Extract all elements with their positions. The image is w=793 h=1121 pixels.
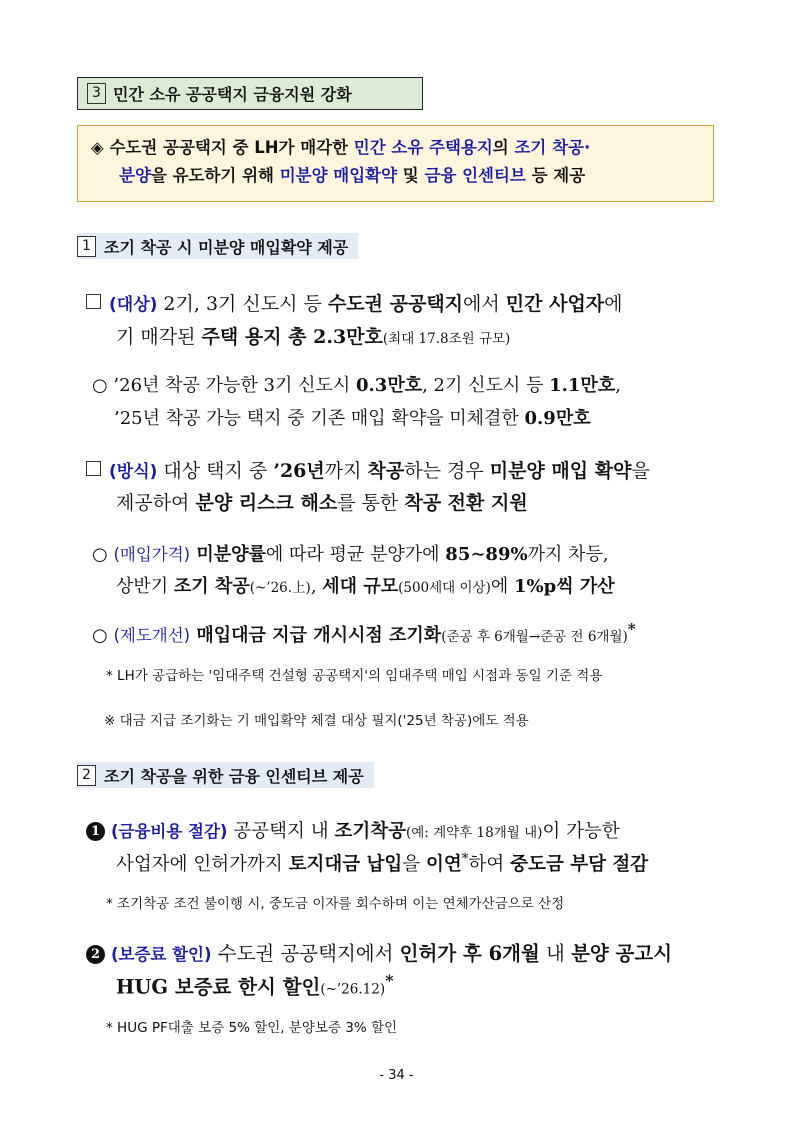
summary-text: 등 제공 — [525, 166, 586, 185]
method-text: 를 통한 — [337, 492, 405, 514]
summary-text: 의 — [492, 138, 515, 157]
finance-text: 을 — [402, 854, 427, 875]
finance-highlight: 조기착공 — [334, 821, 406, 842]
target-highlight: 주택 용지 총 2.3만호 — [201, 326, 383, 348]
subsection-title: 조기 착공 시 미분양 매입확약 제공 — [104, 237, 349, 257]
guarantee-label: (보증료 할인) — [111, 945, 212, 964]
method-label: (방식) — [109, 462, 158, 482]
price-note: (~’26.上) — [249, 580, 311, 596]
finance-line-1 — [86, 817, 620, 843]
target-detail-line-1 — [92, 371, 621, 397]
reform-line — [92, 620, 636, 647]
price-highlight: 1%p씩 가산 — [514, 576, 615, 597]
square-bullet-icon — [86, 461, 101, 476]
section-header — [77, 77, 423, 110]
footnote-mark: * — [385, 971, 394, 990]
summary-box — [77, 125, 714, 202]
footnote-1: * LH가 공급하는 '임대주택 건설형 공공택지'의 임대주택 매입 시점과 동일 기준 적용 — [106, 668, 603, 684]
finance-line-2 — [116, 850, 648, 876]
summary-highlight: 미분양 매입확약 — [279, 166, 398, 185]
method-text: 제공하여 — [116, 492, 196, 514]
method-text: 까지 — [324, 460, 368, 482]
method-line-1 — [86, 456, 650, 483]
subsection-header-1 — [77, 233, 358, 259]
summary-highlight: 조기 착공 — [514, 138, 584, 157]
guarantee-text: 수도권 공공택지에서 — [211, 942, 400, 965]
section-number: 3 — [87, 83, 106, 104]
target-line-1 — [86, 289, 623, 316]
finance-text: 이 가능한 — [542, 821, 620, 842]
target-text: 2기, 3기 신도시 등 — [157, 293, 328, 315]
reform-highlight: 매입대금 지급 개시시점 조기화 — [190, 625, 442, 646]
target-label: (대상) — [109, 295, 158, 315]
finance-highlight: 중도금 부담 절감 — [510, 854, 649, 875]
footnote-mark: * — [627, 620, 636, 638]
finance-text: 사업자에 인허가까지 — [116, 854, 289, 875]
number-badge-icon: 1 — [86, 822, 105, 841]
section-title: 민간 소유 공공택지 금융지원 강화 — [113, 85, 352, 104]
guarantee-note: (~’26.12) — [320, 981, 386, 998]
guarantee-highlight: 인허가 후 6개월 — [399, 942, 540, 965]
price-line-2 — [116, 572, 615, 598]
subsection-title: 조기 착공을 위한 금융 인센티브 제공 — [104, 766, 364, 786]
diamond-bullet-icon: ◈ — [91, 138, 104, 157]
summary-line-2 — [91, 162, 703, 190]
finance-note: (예: 계약후 18개월 내) — [405, 825, 543, 841]
target-text: 에 — [604, 293, 623, 315]
finance-highlight: 토지대금 납입 — [288, 854, 403, 875]
detail-highlight: 0.9만호 — [524, 408, 591, 429]
price-text: 에 따라 평균 분양가에 — [265, 544, 446, 565]
method-highlight: 착공 — [367, 460, 405, 482]
detail-highlight: 1.1만호 — [549, 375, 616, 396]
subsection-header-2 — [77, 762, 374, 788]
method-text: 하는 경우 — [404, 460, 490, 482]
price-text: , — [310, 576, 323, 597]
detail-text: , — [615, 375, 621, 396]
footnote-mark: * — [461, 850, 469, 867]
price-highlight: 세대 규모 — [322, 576, 399, 597]
finance-text: 하여 — [468, 854, 511, 875]
summary-highlight: 분양 — [119, 166, 151, 185]
subsection-number: 2 — [77, 765, 96, 786]
guarantee-line-2 — [116, 971, 394, 1000]
page-number: - 34 - — [379, 1068, 414, 1083]
guarantee-text: 내 — [539, 942, 572, 965]
price-text: 상반기 — [116, 576, 174, 597]
summary-highlight: 민간 소유 주택용지 — [353, 138, 493, 157]
summary-text: 을 유도하기 위해 — [150, 166, 280, 185]
finance-text: 공공택지 내 — [227, 821, 335, 842]
price-highlight: 85∼89% — [445, 544, 528, 565]
summary-text: 수도권 공공택지 중 LH가 매각한 — [109, 138, 354, 157]
price-highlight: 조기 착공 — [173, 576, 250, 597]
summary-highlight: 금융 인센티브 — [424, 166, 526, 185]
method-highlight: 미분양 매입 확약 — [489, 460, 632, 482]
target-text: 에서 — [463, 293, 506, 315]
footnote-3: * 조기착공 조건 불이행 시, 중도금 이자를 회수하며 이는 연체가산금으로 산정 — [106, 896, 565, 912]
reform-note: (준공 후 6개월→준공 전 6개월) — [441, 629, 628, 645]
method-highlight: ’26년 — [273, 460, 325, 482]
circle-bullet-icon: ○ — [92, 544, 114, 565]
circle-bullet-icon: ○ — [92, 625, 114, 646]
method-text: 대상 택지 중 — [157, 460, 274, 482]
footnote-2: ※ 대금 지급 조기화는 기 매입확약 체결 대상 필지('25년 착공)에도 적용 — [104, 713, 529, 729]
method-line-2 — [116, 488, 528, 515]
target-highlight: 수도권 공공택지 — [327, 293, 464, 315]
finance-highlight: 이연 — [426, 854, 462, 875]
method-text: 을 — [631, 460, 650, 482]
summary-line-1 — [91, 134, 703, 162]
detail-highlight: 0.3만호 — [356, 375, 423, 396]
target-line-2 — [116, 322, 510, 349]
guarantee-highlight: 분양 공고시 — [571, 942, 673, 965]
price-text: 에 — [490, 576, 514, 597]
number-badge-icon: 2 — [86, 945, 105, 964]
finance-label: (금융비용 절감) — [111, 822, 228, 841]
guarantee-line-1 — [86, 938, 672, 966]
subsection-number: 1 — [77, 236, 96, 257]
price-note: (500세대 이상) — [398, 580, 491, 596]
target-text: 기 매각된 — [116, 326, 202, 348]
price-text: 까지 차등, — [527, 544, 609, 565]
price-line-1 — [92, 540, 609, 566]
target-highlight: 민간 사업자 — [505, 293, 605, 315]
summary-text: · — [584, 138, 591, 157]
target-note: (최대 17.8조원 규모) — [382, 331, 511, 347]
method-highlight: 착공 전환 지원 — [404, 492, 528, 514]
price-highlight: 미분양률 — [190, 544, 266, 565]
detail-text: ’25년 착공 가능 택지 중 기존 매입 확약을 미체결한 — [114, 408, 525, 429]
target-detail-line-2 — [114, 404, 591, 430]
reform-label: (제도개선) — [113, 626, 191, 645]
detail-text: , 2기 신도시 등 — [422, 375, 550, 396]
square-bullet-icon — [86, 294, 101, 309]
summary-text: 및 — [397, 166, 425, 185]
detail-text: ○ ’26년 착공 가능한 3기 신도시 — [92, 375, 356, 396]
guarantee-highlight: HUG 보증료 한시 할인 — [116, 975, 321, 999]
method-highlight: 분양 리스크 해소 — [195, 492, 338, 514]
footnote-4: * HUG PF대출 보증 5% 할인, 분양보증 3% 할인 — [106, 1020, 398, 1036]
price-label: (매입가격) — [113, 545, 191, 564]
